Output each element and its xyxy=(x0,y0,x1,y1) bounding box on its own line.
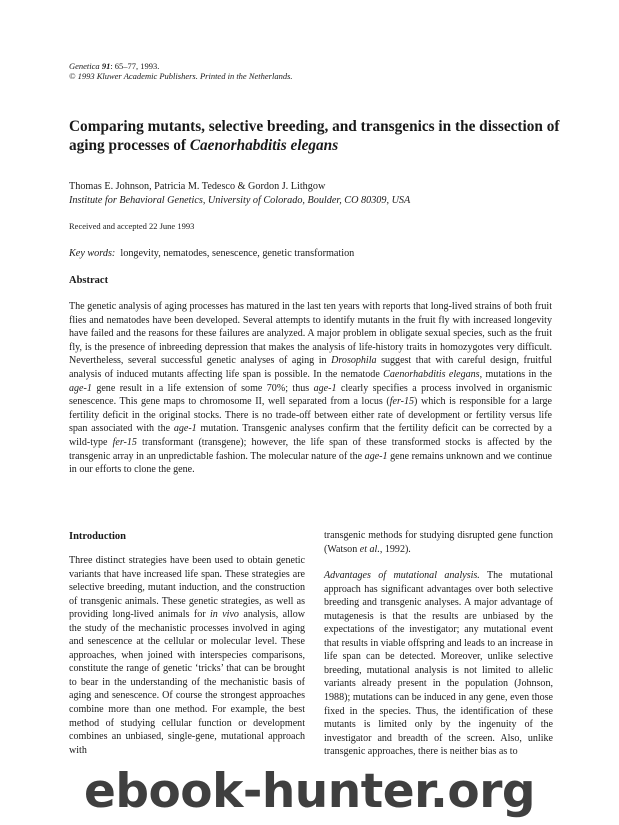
abstract-gene: age-1 xyxy=(69,382,92,394)
abstract-text: gene remains unknown and we continue in our efforts to clone the gene. xyxy=(69,450,552,476)
paragraph-gap xyxy=(324,556,553,569)
abstract-text: transformant (transgene); however, the life span of these transformed stocks is affected by the transgenic array in an unpredictable fashion. The molecular nature of the xyxy=(69,436,552,462)
introduction-paragraph-1 xyxy=(69,554,305,757)
paragraph-text: The mutational approach has significant advantages over both selective breeding and transgenic analyses. A major advantage of mutagenesis is that the results are unbiased by the expectations of the investigator; any mutational event that results in viable offspring and leads to an increase in life span can be detected. Moreover, unlike selective breeding, mutational analysis is not limited to allelic variants already present in the population (Johnson, 1988); mutations can be induced in any gene, even those fixed in the species. Thus, the identification of these mutants is limited only by the ingenuity of the investigator and breadth of the screen. Also, unlike transgenic approaches, there is neither bias as to xyxy=(324,570,553,758)
abstract-gene: age-1 xyxy=(313,382,337,394)
abstract-species: Caenorhabditis elegans xyxy=(383,368,480,380)
title-main: Comparing mutants, selective breeding, and transgenics in the dissection of aging processes of xyxy=(69,118,560,154)
paragraph-italic: et al. xyxy=(359,543,380,555)
keywords xyxy=(69,247,354,260)
journal-citation xyxy=(69,61,293,81)
abstract-gene: fer-15 xyxy=(112,436,137,448)
journal-volume-line xyxy=(69,61,293,71)
journal-pages-year: : 65–77, 1993. xyxy=(110,61,160,71)
received-date: Received and accepted 22 June 1993 xyxy=(69,221,195,231)
abstract-text: ) which is responsible for a large fertility deficit in the original stocks. There is no trade-off between either rate of development or fertility versus life span associated with the xyxy=(69,396,552,435)
paragraph-italic: in vivo xyxy=(209,609,239,621)
title-organism: Caenorhabditis elegans xyxy=(189,137,339,154)
abstract-gene: age-1 xyxy=(173,423,197,435)
paragraph-text: transgenic methods for studying disrupted gene function (Watson xyxy=(324,530,553,555)
abstract-text: clearly specifies a process involved in organismic senescence. This gene maps to chromosome II, well separated from a locus ( xyxy=(69,382,552,408)
abstract-text: suggest that with careful design, fruitful analysis of induced mutants affecting life span is possible. In the nematode xyxy=(69,355,553,380)
author-affiliation: Institute for Behavioral Genetics, University of Colorado, Boulder, CO 80309, USA xyxy=(69,195,411,206)
abstract-species: Drosophila xyxy=(331,355,377,367)
author-list: Thomas E. Johnson, Patricia M. Tedesco & Gordon J. Lithgow xyxy=(69,181,326,192)
journal-volume: 91 xyxy=(101,61,111,71)
abstract-text: gene result in a life extension of some 70%; thus xyxy=(91,382,314,394)
introduction-heading: Introduction xyxy=(69,531,126,542)
keywords-label: Key words: xyxy=(69,248,116,259)
abstract-gene: age-1 xyxy=(364,450,388,462)
journal-name: Genetica xyxy=(69,61,100,71)
paragraph-text: analysis, allow the study of the mechanistic processes involved in aging and senescence at the cellular or molecular level. These approaches, when joined with interspecies comparisons, constitute the range of genetic ‘tricks’ that can be brought to bear in the understanding of the mechanistic basis of aging and senescence. Of course the strongest approaches combine more than one method. For example, the best method of studying cellular function or development combines an unbiased, single-gene, mutational approach with xyxy=(69,609,305,756)
abstract-heading: Abstract xyxy=(69,275,109,286)
paragraph-text: , 1992). xyxy=(379,543,411,555)
introduction-paragraph-2 xyxy=(324,529,553,556)
right-column xyxy=(324,529,553,759)
subsection-heading: Advantages of mutational analysis. xyxy=(324,570,480,582)
keywords-text: longevity, nematodes, senescence, genetic transformation xyxy=(120,248,355,259)
paper-title xyxy=(69,117,569,155)
abstract-text: The genetic analysis of aging processes has matured in the last ten years with reports that long-lived strains of both fruit flies and nematodes have been developed. Several attempts to identify mutants in the fruit fly with increased longevity have failed and the reasons for these failures are analyzed. A major problem in obligate sexual species, such as the fruit fly, is the presence of inbreeding depression that makes the analysis of life-history traits in homozygotes very difficult. Nevertheless, several successful genetic analyses of aging in xyxy=(69,301,552,367)
abstract-text: , mutations in the xyxy=(479,368,552,380)
abstract-text: mutation. Transgenic analyses confirm that the fertility deficit can be corrected by a wild-type xyxy=(69,423,553,448)
watermark-logo: ebook-hunter.org xyxy=(83,764,536,819)
paragraph-text: Three distinct strategies have been used to obtain genetic variants that have increased life span. These strategies are selective breeding, mutant induction, and the construction of transgenic animals. These genetic strategies, as well as providing long-lived animals for xyxy=(69,555,305,621)
introduction-paragraph-3 xyxy=(324,569,553,759)
abstract-gene: fer-15 xyxy=(389,396,415,408)
abstract-body xyxy=(69,300,552,477)
copyright-line: © 1993 Kluwer Academic Publishers. Printed in the Netherlands. xyxy=(69,71,293,81)
